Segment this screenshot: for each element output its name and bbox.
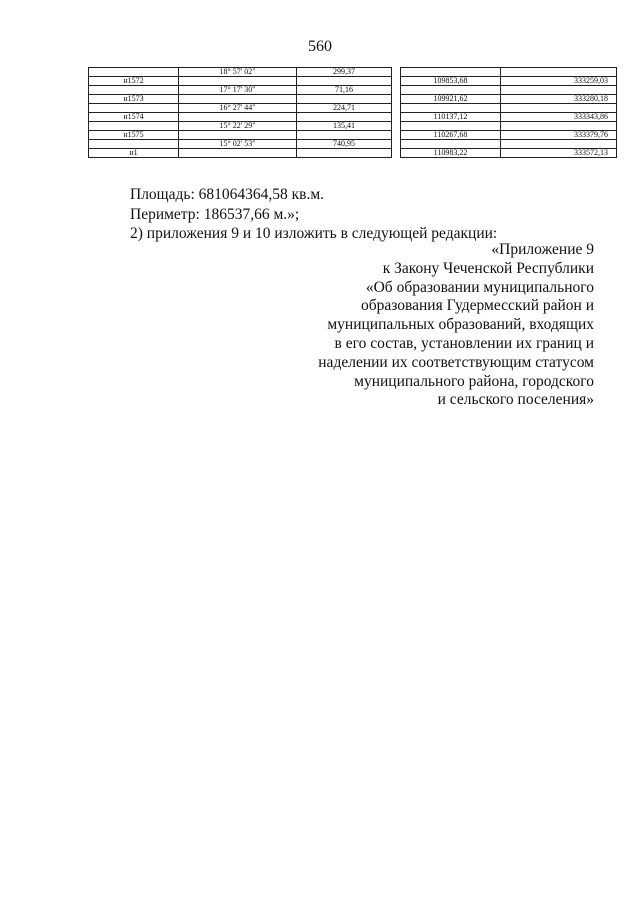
point-cell: н1575	[89, 131, 179, 140]
perimeter-line: Периметр: 186537,66 м.»;	[130, 206, 300, 223]
table-row	[89, 68, 617, 77]
annex-line: наделении их соответствующим статусом	[318, 353, 594, 371]
point-cell	[89, 68, 179, 77]
gap-cell	[392, 131, 401, 140]
point-cell: н1	[89, 149, 179, 158]
length-cell	[297, 77, 392, 86]
point-cell: н1574	[89, 113, 179, 122]
y-coordinate-cell	[501, 140, 617, 149]
angle-cell: 15° 22' 29"	[179, 122, 297, 131]
length-cell	[297, 131, 392, 140]
x-coordinate-cell	[401, 140, 501, 149]
gap-cell	[392, 140, 401, 149]
annex-line: образования Гудермесский район и	[360, 297, 594, 315]
x-coordinate-cell: 109853,68	[401, 77, 501, 86]
length-cell	[297, 95, 392, 104]
point-cell	[89, 140, 179, 149]
annex-line: муниципального района, городского	[354, 372, 594, 390]
point-cell	[89, 86, 179, 95]
annex-header	[214, 241, 594, 410]
annex-line: и сельского поселения»	[437, 391, 594, 409]
x-coordinate-cell	[401, 68, 501, 77]
angle-cell: 15° 02' 53"	[179, 140, 297, 149]
annex-line: к Закону Чеченской Республики	[382, 259, 594, 277]
gap-cell	[392, 95, 401, 104]
point-cell: н1573	[89, 95, 179, 104]
gap-cell	[392, 149, 401, 158]
y-coordinate-cell: 333259,03	[501, 77, 617, 86]
gap-cell	[392, 68, 401, 77]
area-line: Площадь: 681064364,58 кв.м.	[130, 186, 325, 203]
table-row	[89, 131, 617, 140]
length-cell: 740,95	[297, 140, 392, 149]
angle-cell	[179, 113, 297, 122]
gap-cell	[392, 104, 401, 113]
y-coordinate-cell	[501, 86, 617, 95]
coordinates-table	[88, 67, 617, 158]
point-cell: н1572	[89, 77, 179, 86]
annex-line: муниципальных образований, входящих	[327, 316, 594, 334]
y-coordinate-cell	[501, 104, 617, 113]
gap-cell	[392, 113, 401, 122]
length-cell: 299,37	[297, 68, 392, 77]
gap-cell	[392, 77, 401, 86]
length-cell	[297, 149, 392, 158]
annex-line: «Об образовании муниципального	[365, 278, 594, 296]
table-row	[89, 149, 617, 158]
x-coordinate-cell: 109921,62	[401, 95, 501, 104]
annex-line: «Приложение 9	[491, 241, 594, 258]
length-cell: 71,16	[297, 86, 392, 95]
y-coordinate-cell: 333379,76	[501, 131, 617, 140]
y-coordinate-cell	[501, 68, 617, 77]
angle-cell: 18° 57' 02"	[179, 68, 297, 77]
angle-cell	[179, 77, 297, 86]
length-cell: 135,41	[297, 122, 392, 131]
x-coordinate-cell: 110137,12	[401, 113, 501, 122]
amendment-item-2: 2) приложения 9 и 10 изложить в следующей редакции:	[130, 225, 498, 242]
angle-cell: 16° 27' 44"	[179, 104, 297, 113]
table-row	[89, 122, 617, 131]
angle-cell: 17° 17' 30"	[179, 86, 297, 95]
y-coordinate-cell: 333343,86	[501, 113, 617, 122]
angle-cell	[179, 95, 297, 104]
y-coordinate-cell	[501, 122, 617, 131]
y-coordinate-cell: 333572,13	[501, 149, 617, 158]
page-number: 560	[308, 38, 332, 55]
angle-cell	[179, 149, 297, 158]
angle-cell	[179, 131, 297, 140]
table-row	[89, 86, 617, 95]
table-row	[89, 104, 617, 113]
x-coordinate-cell	[401, 122, 501, 131]
x-coordinate-cell	[401, 86, 501, 95]
x-coordinate-cell: 110267,68	[401, 131, 501, 140]
x-coordinate-cell	[401, 104, 501, 113]
gap-cell	[392, 86, 401, 95]
length-cell	[297, 113, 392, 122]
table-row	[89, 113, 617, 122]
table-row	[89, 140, 617, 149]
table-row	[89, 95, 617, 104]
point-cell	[89, 122, 179, 131]
length-cell: 224,71	[297, 104, 392, 113]
gap-cell	[392, 122, 401, 131]
point-cell	[89, 104, 179, 113]
x-coordinate-cell: 110983,22	[401, 149, 501, 158]
annex-line: в его состав, установлении их границ и	[334, 334, 594, 352]
y-coordinate-cell: 333280,18	[501, 95, 617, 104]
table-row	[89, 77, 617, 86]
